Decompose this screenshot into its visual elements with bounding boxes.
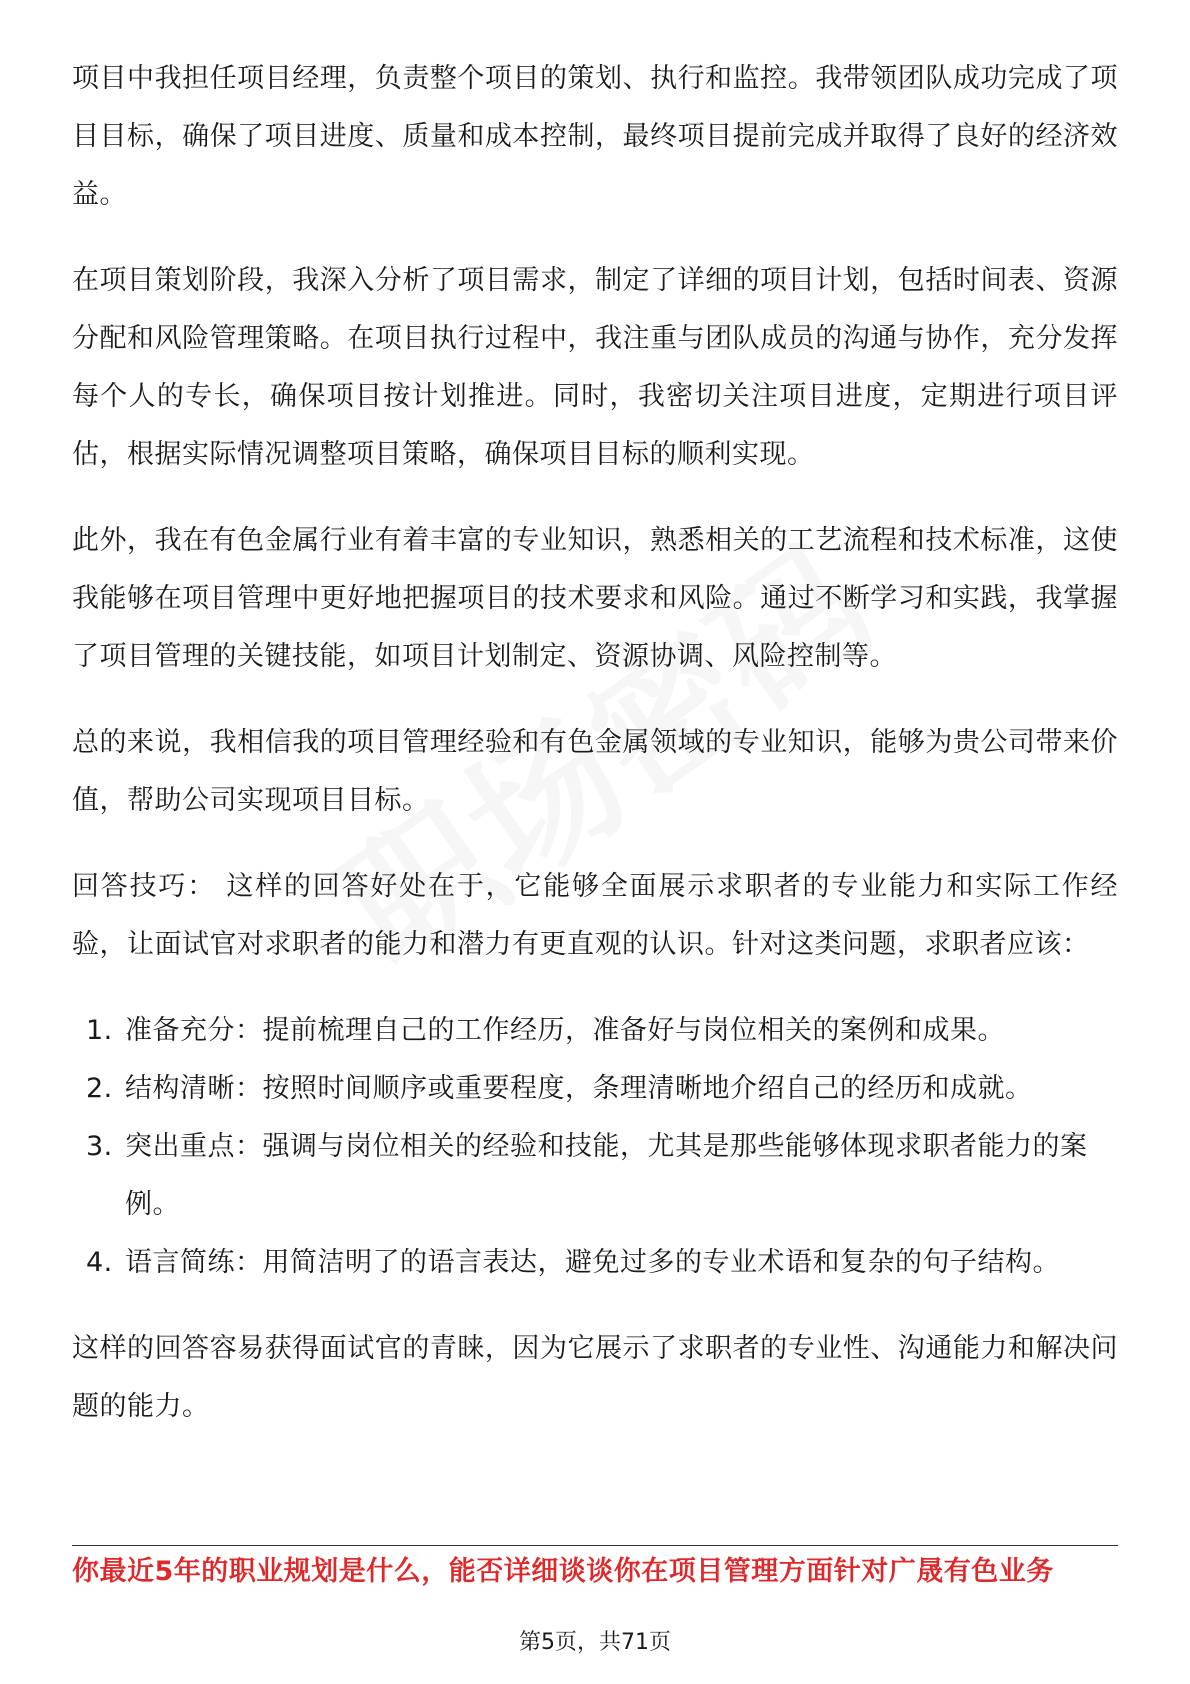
section-divider <box>72 1545 1118 1546</box>
tips-list <box>72 1002 1118 1292</box>
document-body <box>72 50 1118 1464</box>
page-number: 第5页，共71页 <box>519 1630 671 1655</box>
list-item <box>72 1060 1118 1118</box>
paragraph-summary: 总的来说，我相信我的项目管理经验和有色金属领域的专业知识，能够为贵公司带来价值，帮助公司实现项目目标。 <box>72 727 1118 816</box>
list-item-text: 突出重点：强调与岗位相关的经验和技能，尤其是那些能够体现求职者能力的案例。 <box>125 1131 1088 1220</box>
list-item-text: 准备充分：提前梳理自己的工作经历，准备好与岗位相关的案例和成果。 <box>125 1015 1005 1046</box>
list-number: 4. <box>86 1247 113 1278</box>
paragraph-planning: 在项目策划阶段，我深入分析了项目需求，制定了详细的项目计划，包括时间表、资源分配和风险管理策略。在项目执行过程中，我注重与团队成员的沟通与协作，充分发挥每个人的专长，确保项目按计划推进。同时，我密切关注项目进度，定期进行项目评估，根据实际情况调整项目策略，确保项目目标的顺利实现。 <box>72 265 1118 470</box>
paragraph-answer-tips: 回答技巧： 这样的回答好处在于，它能够全面展示求职者的专业能力和实际工作经验，让面试官对求职者的能力和潜力有更直观的认识。针对这类问题，求职者应该： <box>72 871 1118 960</box>
list-item-text: 结构清晰：按照时间顺序或重要程度，条理清晰地介绍自己的经历和成就。 <box>125 1073 1033 1104</box>
next-question-heading: 你最近5年的职业规划是什么，能否详细谈谈你在项目管理方面针对广晟有色业务 <box>72 1556 1054 1587</box>
paragraph-role: 项目中我担任项目经理，负责整个项目的策划、执行和监控。我带领团队成功完成了项目目标，确保了项目进度、质量和成本控制，最终项目提前完成并取得了良好的经济效益。 <box>72 63 1118 210</box>
list-number: 3. <box>86 1131 113 1162</box>
list-item-text: 语言简练：用简洁明了的语言表达，避免过多的专业术语和复杂的句子结构。 <box>125 1247 1060 1278</box>
paragraph-closing: 这样的回答容易获得面试官的青睐，因为它展示了求职者的专业性、沟通能力和解决问题的能力。 <box>72 1333 1118 1422</box>
list-item <box>72 1002 1118 1060</box>
list-number: 2. <box>86 1073 113 1104</box>
list-number: 1. <box>86 1015 113 1046</box>
paragraph-expertise: 此外，我在有色金属行业有着丰富的专业知识，熟悉相关的工艺流程和技术标准，这使我能够在项目管理中更好地把握项目的技术要求和风险。通过不断学习和实践，我掌握了项目管理的关键技能，如项目计划制定、资源协调、风险控制等。 <box>72 525 1118 672</box>
list-item <box>72 1234 1118 1292</box>
list-item <box>72 1118 1118 1234</box>
